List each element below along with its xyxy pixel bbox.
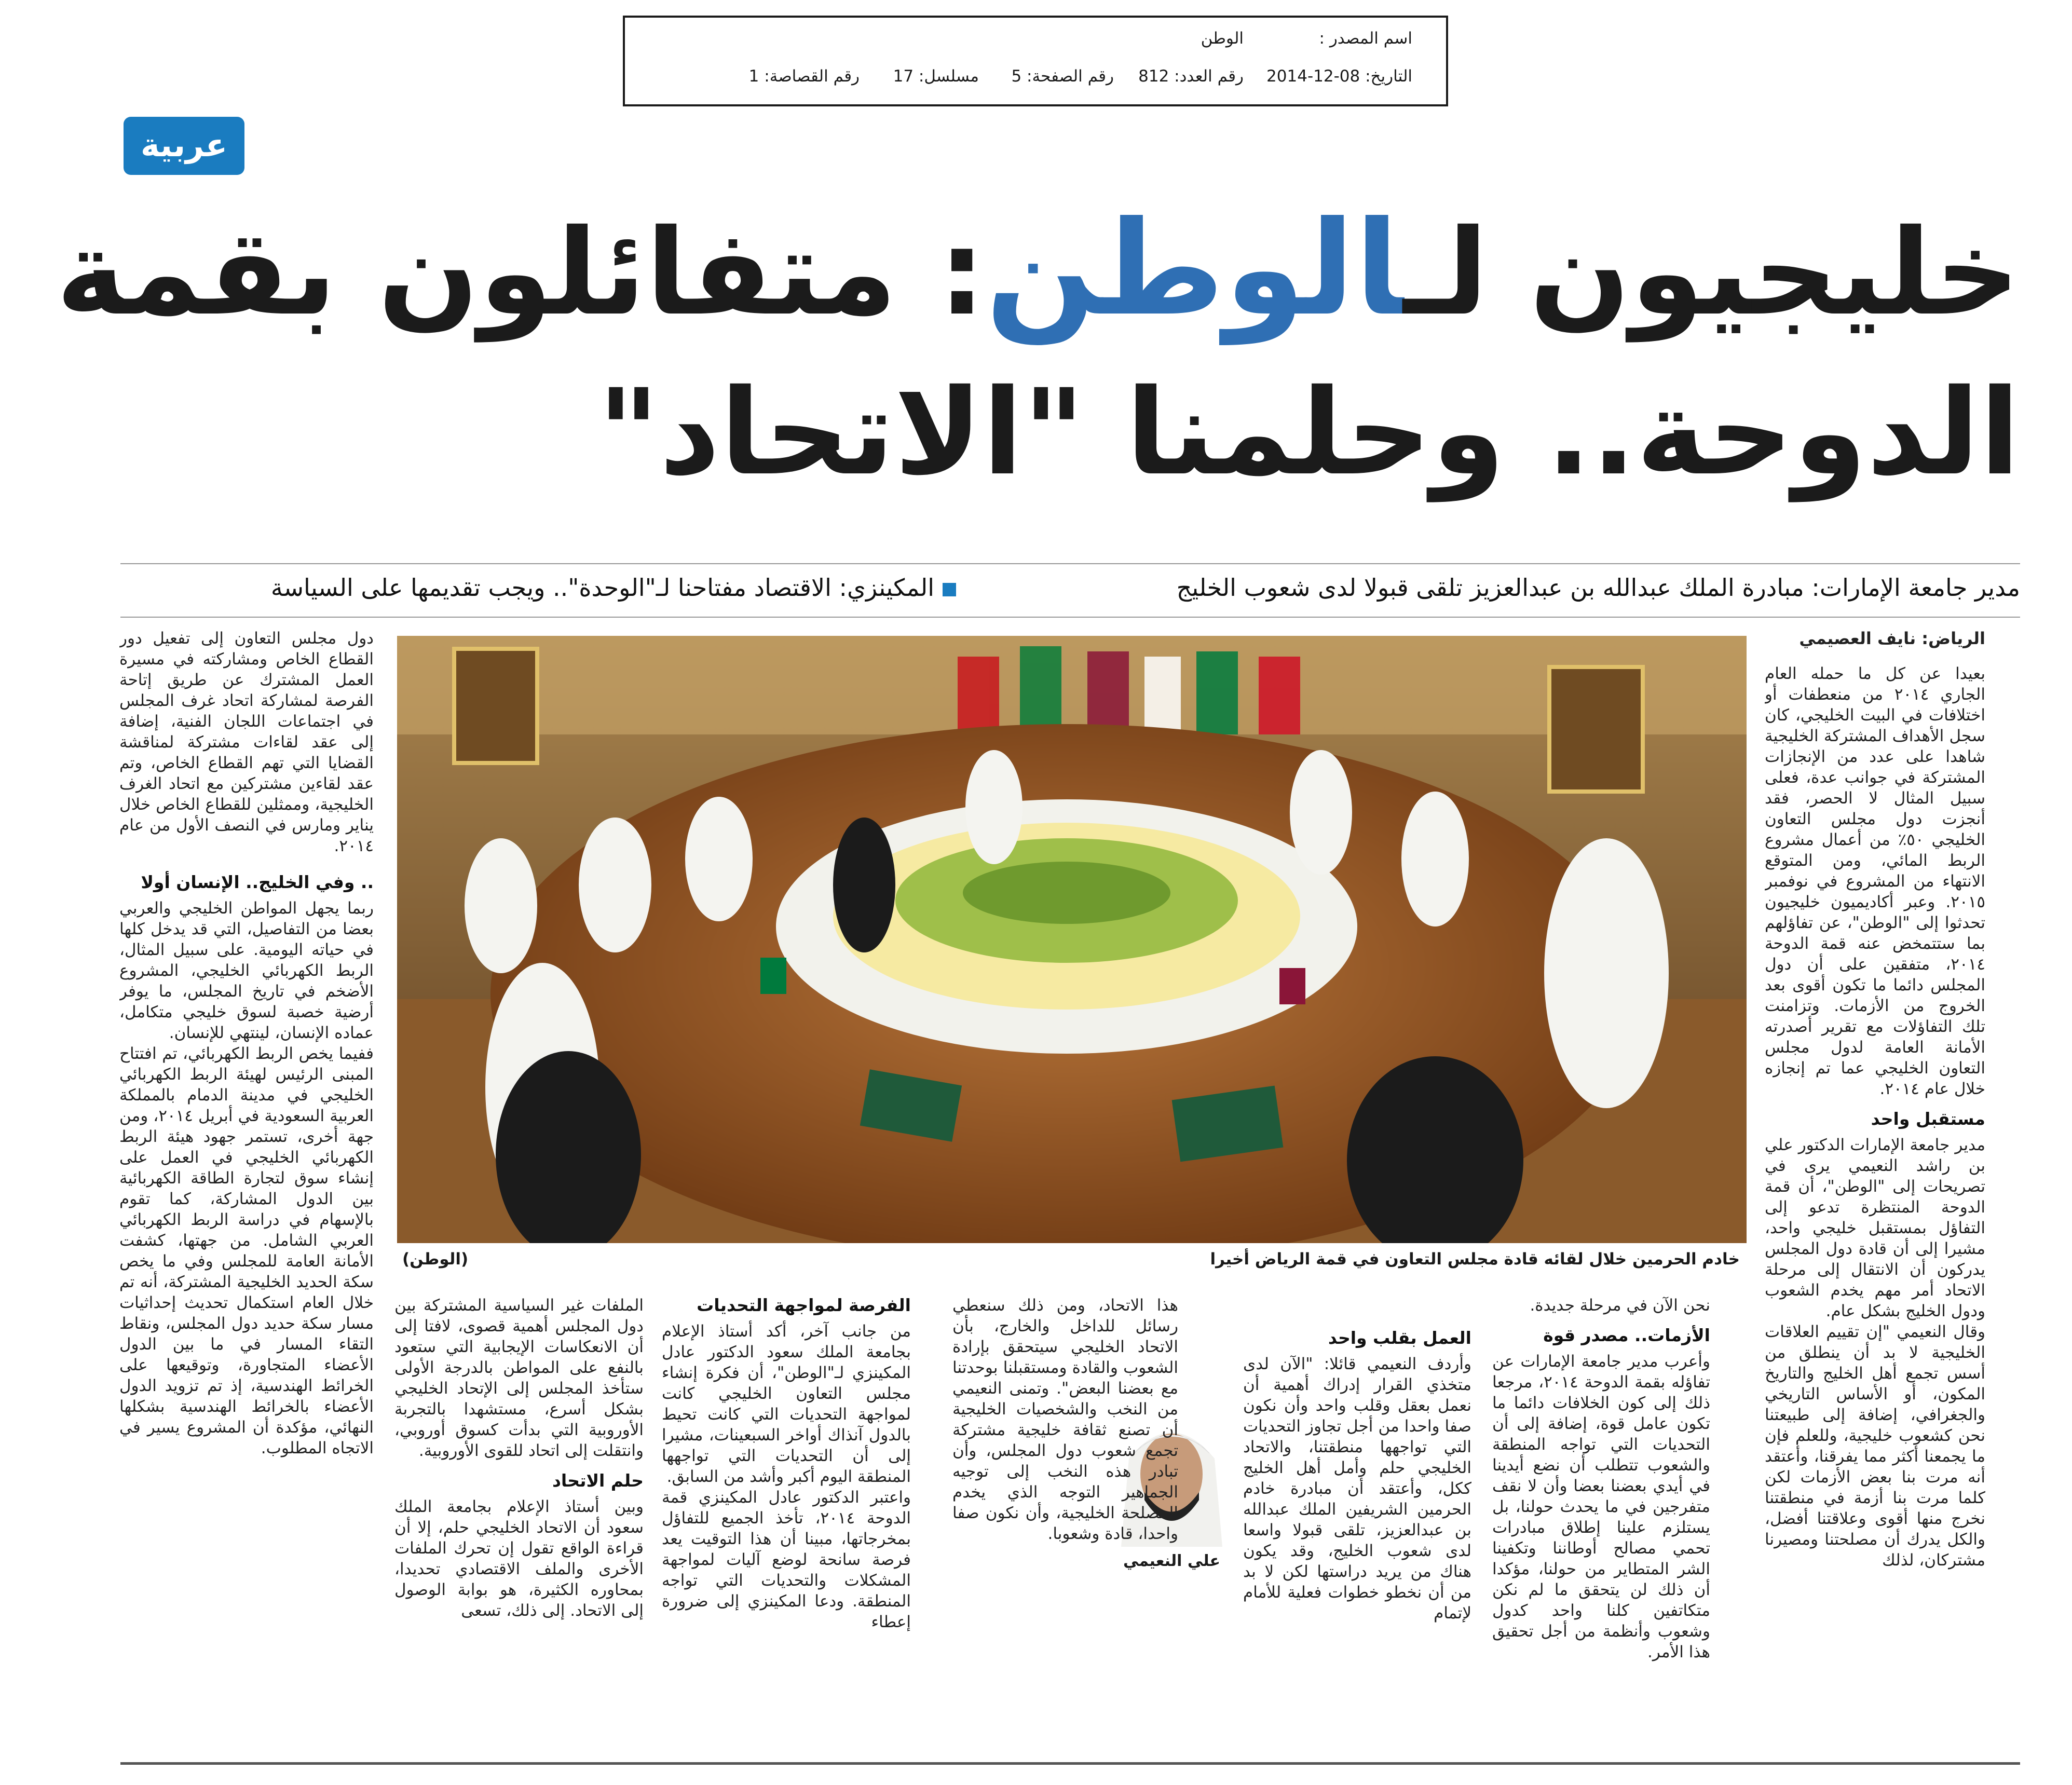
headline-end: : متفائلون بقمة [56, 203, 986, 342]
column-7-p1: دول مجلس التعاون إلى تفعيل دور القطاع الخاص ومشاركته في مسيرة العمل المشترك عن طريق إتاحة الفرصة لمشاركة اتحاد غرف المجلس في اجتماعات اللجان الفنية، إضافة إلى عقد لقاءات مشتركة لمناقشة القضايا التي تهم القطاع الخاص، وتم عقد لقاءين مشتركين مع اتحاد الغرف الخليجية، وممثلين للقطاع الخاص خلال يناير ومارس في النصف الأول من عام ٢٠١٤. [119, 629, 374, 855]
date-field: التاريخ: 08-12-2014 [1266, 67, 1412, 86]
byline: الرياض: نايف العصيمي [1799, 629, 1985, 648]
bottom-rule [120, 1762, 2020, 1765]
source-info-box [623, 16, 1448, 106]
source-label: اسم المصدر : [1319, 29, 1412, 48]
brand-logo-text: الوطن [985, 193, 1403, 344]
headline-start: خليجيون لـ [1403, 203, 2020, 342]
column-1 [1765, 628, 1985, 1734]
square-bullet-icon [943, 583, 956, 596]
portrait-caption: علي النعيمي [1123, 1552, 1220, 1570]
column-6-p1: الملفات غير السياسية المشتركة بين دول المجلس أهمية قصوى، لافتا إلى أن الانعكاسات الإيجابية التي ستعود بالنفع على المواطن بالدرجة الأولى ستأخذ المجلس إلى الإتحاد الخليجي بشكل أسرع، مستشهدا بالتجربة الأوروبية التي بدأت كسوق أوروبي، وانتقلت إلى اتحاد للقوى الأوروبية. [394, 1296, 644, 1460]
serial-field: مسلسل: 17 [893, 67, 979, 86]
photo-credit: (الوطن) [402, 1250, 469, 1269]
column-1-p3: وقال النعيمي "إن تقييم العلاقات الخليجية لا بد أن ينطلق من أسس تجمع أهل الخليج والتاريخ المكون، أو الأساس التاريخي والجغرافي، إضافة إلى طبيعتنا نحن كشعوب خليجية، وللعلم فإن ما يجمعنا أكثر مما يفرقنا، وأعتقد أنه مرت بنا بعض الأزمات لكن كلما مرت بنا أزمة في منطقتنا نخرج منها أقوى وعلاقتنا أفضل، والكل يدرك أن مصلحتنا ومصيرنا مشتركان، لذلك [1765, 1323, 1985, 1570]
column-5-subhead: الفرصة لمواجهة التحديات [697, 1295, 911, 1315]
column-2-p1: نحن الآن في مرحلة جديدة. [1530, 1296, 1710, 1315]
column-3-subhead: العمل بقلب واحد [1328, 1328, 1471, 1348]
page-field: رقم الصفحة: 5 [1011, 67, 1114, 86]
photo-caption: خادم الحرمين خلال لقائه قادة مجلس التعاون في قمة الرياض أخيرا [1210, 1250, 1740, 1269]
column-2-subhead: الأزمات.. مصدر قوة [1543, 1325, 1710, 1345]
column-6-subhead: حلم الاتحاد [552, 1470, 644, 1491]
subhead-left: المكينزي: الاقتصاد مفتاحنا لـ"الوحدة".. ويجب تقديمها على السياسة [270, 574, 934, 602]
column-2 [1492, 1295, 1710, 1736]
summit-photo [397, 636, 1747, 1243]
column-1-subhead: مستقبل واحد [1871, 1109, 1985, 1129]
column-7 [119, 628, 374, 1734]
column-1-p1: بعيدا عن كل ما حمله العام الجاري ٢٠١٤ من منعطفات أو اختلافات في البيت الخليجي، كان سجل الأهداف المشتركة الخليجية شاهدا على عدد من الإنجازات المشتركة في جوانب عدة، فعلى سبيل المثال لا الحصر، فقد أنجزت دول مجلس التعاون الخليجي ٥٠٪ من أعمال مشروع الربط المائي، ومن المتوقع الانتهاء من المشروع في نوفمبر ٢٠١٥. وعبر أكاديميون خليجيون تحدثوا إلى "الوطن"، عن تفاؤلهم بما ستتمخض عنه قمة الدوحة ٢٠١٤، متفقين على أن دول المجلس دائما ما تكون أقوى بعد الخروج من الأزمات. وتزامنت تلك التفاؤلات مع تقرير أصدرته الأمانة العامة لدول مجلس التعاون الخليجي عما تم إنجازه خلال عام ٢٠١٤. [1765, 664, 1985, 1098]
column-3-p1: وأردف النعيمي قائلا: "الآن لدى متخذي القرار إدراك أهمية أن نعمل بعقل وقلب واحد وأن نكون صفا واحدا من أجل تجاوز التحديات التي تواجهها منطقتنا، والاتحاد الخليجي حلم وأمل أهل الخليج ككل، وأعتقد أن مبادرة خادم الحرمين الشريفين الملك عبدالله بن عبدالعزيز، تلقى قبولا واسعا لدى شعوب الخليج، وقد يكون هناك من يريد دراستها لكن لا بد من أن نخطو خطوات فعلية للأمام لإتمام [1243, 1355, 1471, 1623]
column-3 [1243, 1318, 1471, 1734]
column-7-p3: ففيما يخص الربط الكهربائي، تم افتتاح المبنى الرئيس لهيئة الربط الكهربائي الخليجي في مدينة الدمام بالمملكة العربية السعودية في أبريل ٢٠١٤، ومن جهة أخرى، تستمر جهود هيئة الربط الكهربائي الخليجي في العمل على إنشاء سوق لتجارة الطاقة الكهربائية بين الدول المشاركة، كما تقوم بالإسهام في دراسة الربط الكهربائي العربي الشامل. من جهتها، كشفت الأمانة العامة للمجلس وفي ما يخص سكة الحديد الخليجية المشتركة، أنه تم خلال العام استكمال تحديث إحداثيات مسار سكة حديد دول المجلس، ونقاط التقاء المسار في ما بين الدول الأعضاء المتجاورة، وتوقيعها على الخرائط الهندسية، إذ تم تزويد الدول الأعضاء بالخرائط الهندسية بشكلها النهائي، مؤكدة أن المشروع يسير في الاتجاه المطلوب. [119, 1044, 374, 1457]
column-6 [394, 1295, 644, 1741]
subhead-right: مدير جامعة الإمارات: مبادرة الملك عبدالله بن عبدالعزيز تلقى قبولا لدى شعوب الخليج [1176, 574, 2020, 602]
headline-line-2: الدوحة.. وحلمنا "الاتحاد" [597, 363, 2020, 501]
column-5-p1: من جانب آخر، أكد أستاذ الإعلام بجامعة الملك سعود الدكتور عادل المكينزي لـ"الوطن"، أن فكرة إنشاء مجلس التعاون الخليجي كانت لمواجهة التحديات التي كانت تحيط بالدول آنذاك أواخر السبعينات، مشيرا إلى أن التحديات التي تواجهها المنطقة اليوم أكبر وأشد من السابق. [662, 1322, 911, 1486]
column-2-p2: وأعرب مدير جامعة الإمارات عن تفاؤله بقمة الدوحة ٢٠١٤، مرجعا ذلك إلى كون الخلافات دائما ما تكون عامل قوة، إضافة إلى أن التحديات التي تواجه المنطقة والشعوب تتطلب أن نضع أيدينا في أيدي بعضنا بعضا وأن لا نقف متفرجين في ما يحدث حولنا، بل يستلزم علينا إطلاق مبادرات تحمي مصالح أوطاننا وتكفينا الشر المتطاير من حولنا، مؤكدا أن ذلك لن يتحقق ما لم نكن متكاتفين كلنا واحد كدول وشعوب وأنظمة من أجل تحقيق هذا الأمر. [1492, 1352, 1710, 1661]
column-7-p2: ربما يجهل المواطن الخليجي والعربي بعضا من التفاصيل، التي قد يدخل كلها في حياته اليومية. على سبيل المثال، الربط الكهربائي الخليجي، المشروع الأضخم في تاريخ المجلس، ما يوفر أرضية خصبة لسوق خليجي متكامل، عماده الإنسان، لينتهي للإنسان. [119, 899, 374, 1042]
subhead-left-wrap [271, 574, 956, 602]
column-4 [952, 1295, 1178, 1741]
column-1-p2: مدير جامعة الإمارات الدكتور علي بن راشد النعيمي يرى في تصريحات إلى "الوطن"، أن قمة الدوحة المنتظرة تدعو إلى التفاؤل بمستقبل خليجي واحد، مشيرا إلى أن قادة دول المجلس يدركون أن الانتقال إلى مرحلة الاتحاد أمر مهم يخدم الشعوب ودول الخليج بشكل عام. [1765, 1136, 1985, 1320]
column-6-p2: وبين أستاذ الإعلام بجامعة الملك سعود أن الاتحاد الخليجي حلم، إلا أن قراءة الواقع تقول إن تحرك الملفات الأخرى والملف الاقتصادي تحديدا، بمحاوره الكثيرة، هو بوابة الوصول إلى الاتحاد. إلى ذلك، تسعى [394, 1497, 644, 1620]
source-value: الوطن [1201, 29, 1244, 48]
column-5-p2: واعتبر الدكتور عادل المكينزي قمة الدوحة ٢٠١٤، تأخذ الجميع للتفاؤل بمخرجاتها، مبينا أن هذا التوقيت يعد فرصة سانحة لوضع آليات لمواجهة المشكلات والتحديات التي تواجه المنطقة. ودعا المكينزي إلى ضرورة إعطاء [662, 1488, 911, 1631]
section-badge: عربية [124, 117, 244, 175]
headline-line-1 [56, 193, 2020, 344]
column-5 [662, 1295, 911, 1741]
column-4-p1: هذا الاتحاد، ومن ذلك سنعطي رسائل للداخل والخارج، بأن الاتحاد الخليجي سيتحقق بإرادة الشعوب والقادة ومستقبلنا بوحدتنا مع بعضنا البعض". وتمنى النعيمي من النخب والشخصيات الخليجية أن تصنع ثقافة خليجية مشتركة تجمع شعوب دول المجلس، وأن تبادر هذه النخب إلى توجيه الجماهير التوجه الذي يخدم المصلحة الخليجية، وأن نكون صفا واحدا، قادة وشعوبا. [952, 1296, 1178, 1543]
issue-field: رقم العدد: 812 [1138, 67, 1244, 86]
column-7-subhead: .. وفي الخليج.. الإنسان أولا [141, 872, 374, 892]
divider-bottom [120, 617, 2020, 618]
clip-field: رقم القصاصة: 1 [748, 67, 860, 86]
divider-top [120, 563, 2020, 564]
